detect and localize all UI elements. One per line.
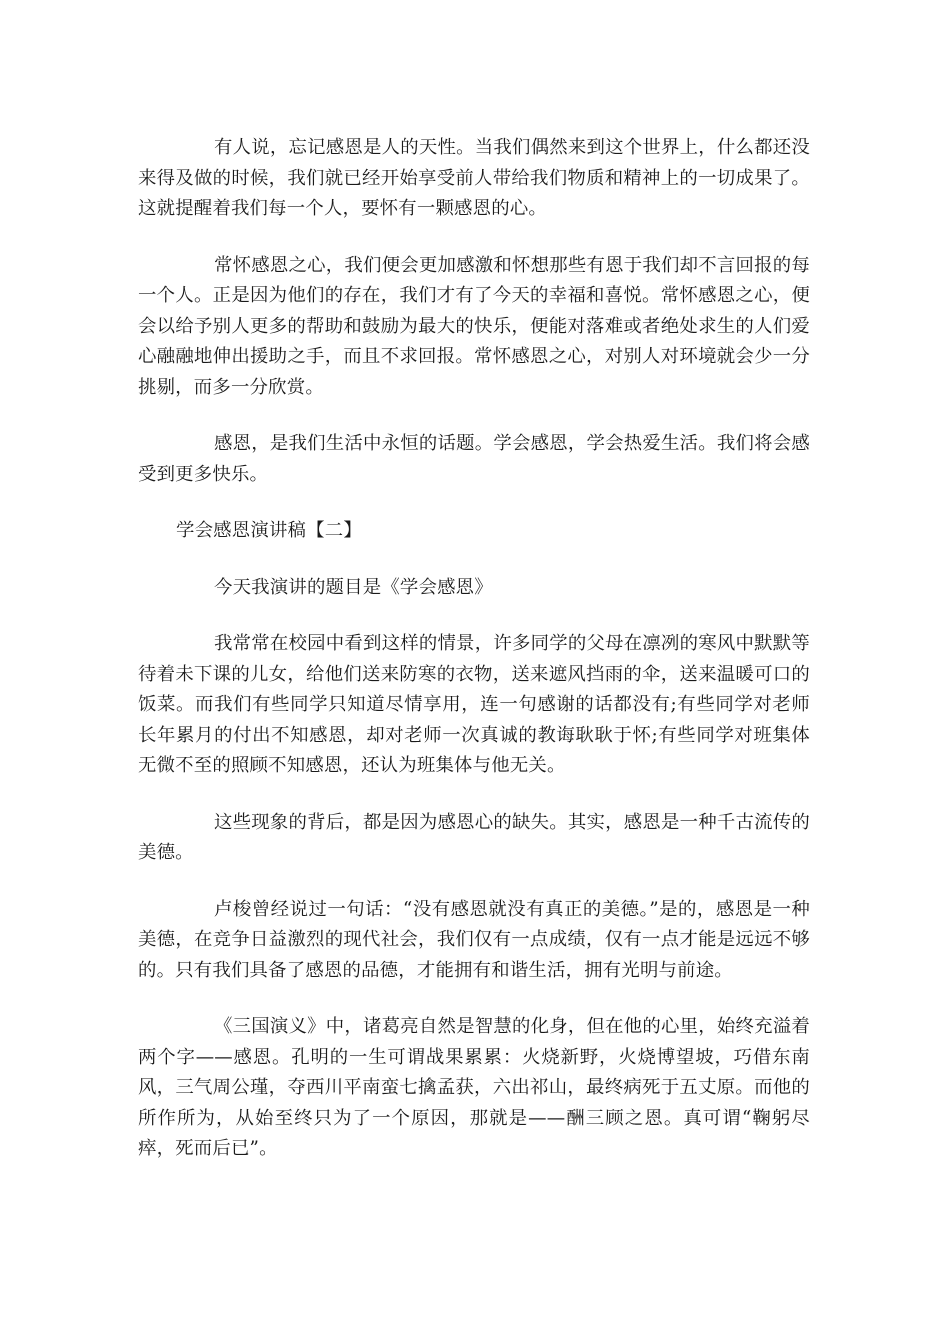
paragraph-grateful-heart: 常怀感恩之心，我们便会更加感激和怀想那些有恩于我们却不言回报的每一个人。正是因为他们的存在，我们才有了今天的幸福和喜悦。常怀感恩之心，便会以给予别人更多的帮助和鼓励为最大的快乐，便能对落难或者绝处求生的人们爱心融融地伸出援助之手，而且不求回报。常怀感恩之心，对别人对环境就会少一分挑剔，而多一分欣赏。 (138, 254, 810, 398)
paragraph-campus-scene: 我常常在校园中看到这样的情景，许多同学的父母在凛冽的寒风中默默等待着未下课的儿女，给他们送来防寒的衣物，送来遮风挡雨的伞，送来温暖可口的饭菜。而我们有些同学只知道尽情享用，连一句感谢的话都没有;有些同学对老师长年累月的付出不知感恩，却对老师一次真诚的教诲耿耿于怀;有些同学对班集体无微不至的照顾不知感恩，还认为班集体与他无关。 (138, 633, 810, 776)
paragraph-three-kingdoms: 《三国演义》中，诸葛亮自然是智慧的化身，但在他的心里，始终充溢着两个字——感恩。孔明的一生可谓战果累累：火烧新野，火烧博望坡，巧借东南风，三气周公瑾，夺西川平南蛮七擒孟获，六出祁山，最终病死于五丈原。而他的所作所为，从始至终只为了一个原因，那就是——酬三顾之恩。真可谓“鞠躬尽瘁，死而后已”。 (138, 1016, 810, 1159)
speech-title-line: 今天我演讲的题目是《学会感恩》 (214, 576, 493, 598)
paragraph-eternal-topic: 感恩，是我们生活中永恒的话题。学会感恩，学会热爱生活。我们将会感受到更多快乐。 (138, 433, 810, 485)
document-body (138, 133, 810, 1191)
section-heading: 学会感恩演讲稿【二】 (176, 520, 362, 541)
paragraph-lack-of-gratitude: 这些现象的背后，都是因为感恩心的缺失。其实，感恩是一种千古流传的美德。 (138, 811, 810, 863)
paragraph-rousseau-quote: 卢梭曾经说过一句话：“没有感恩就没有真正的美德。”是的，感恩是一种美德，在竞争日益激烈的现代社会，我们仅有一点成绩，仅有一点才能是远远不够的。只有我们具备了感恩的品德，才能拥有和谐生活，拥有光明与前途。 (138, 898, 810, 981)
paragraph-forgetting-gratitude: 有人说，忘记感恩是人的天性。当我们偶然来到这个世界上，什么都还没来得及做的时候，我们就已经开始享受前人带给我们物质和精神上的一切成果了。这就提醒着我们每一个人，要怀有一颗感恩的心。 (138, 137, 810, 219)
